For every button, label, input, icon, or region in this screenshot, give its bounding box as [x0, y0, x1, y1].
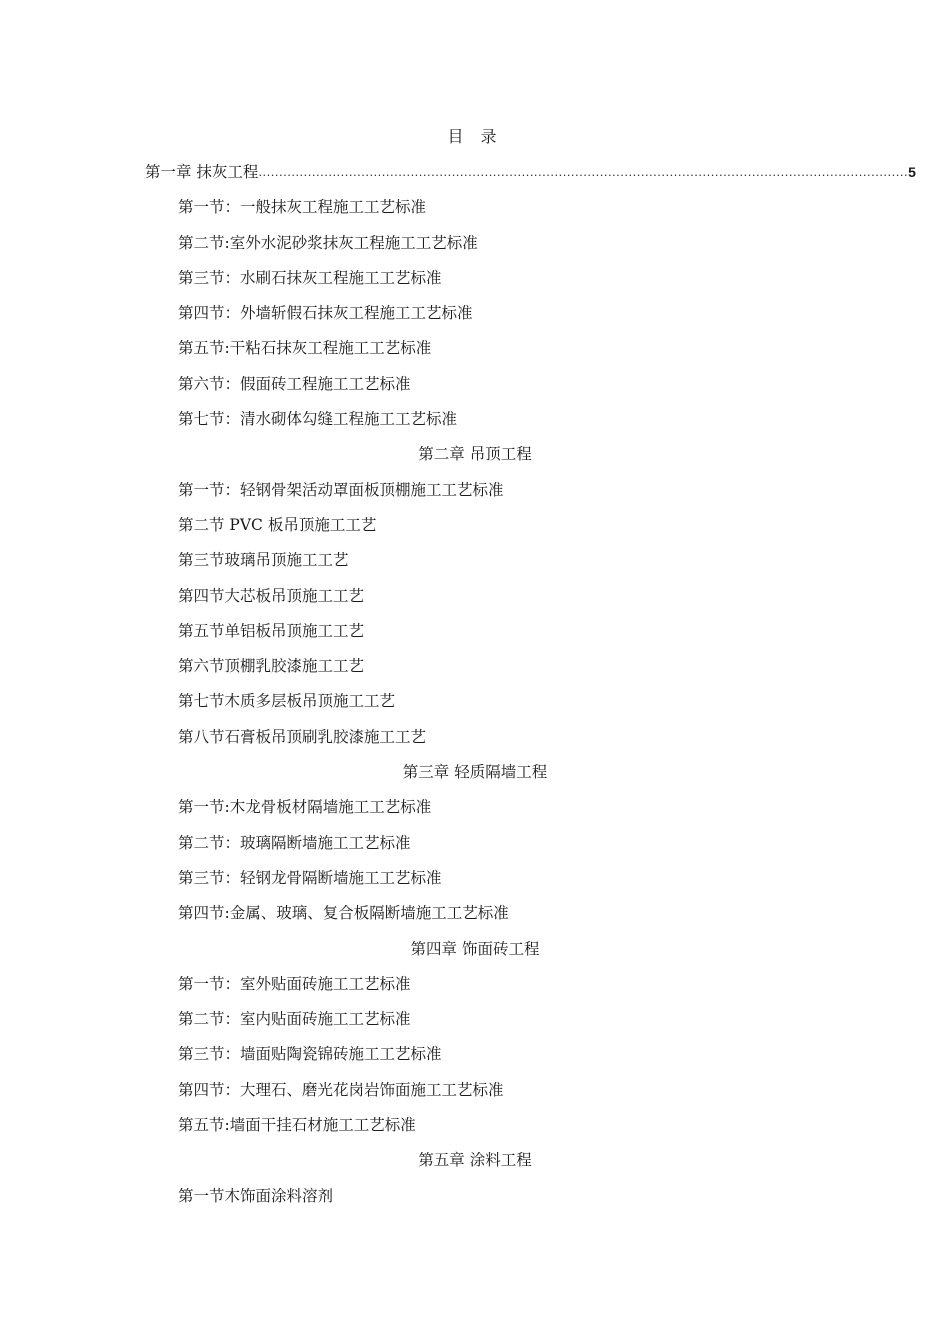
toc-entry-section[interactable]: 第七节木质多层板吊顶施工工艺	[178, 692, 396, 711]
toc-entry-section[interactable]: 第二节:室外水泥砂浆抹灰工程施工工艺标准	[178, 233, 478, 252]
toc-entry-section[interactable]: 第一节：一般抹灰工程施工工艺标准	[178, 198, 427, 217]
toc-entry-section[interactable]: 第六节顶棚乳胶漆施工工艺	[178, 657, 365, 676]
toc-entry-section[interactable]: 第一节：轻钢骨架活动罩面板顶棚施工工艺标准	[178, 480, 504, 499]
toc-entry-section[interactable]: 第一节木饰面涂料溶剂	[178, 1186, 334, 1205]
toc-entry-section[interactable]: 第三节玻璃吊顶施工工艺	[178, 551, 349, 570]
toc-entry-section[interactable]: 第二节：玻璃隔断墙施工工艺标准	[178, 833, 411, 852]
toc-list	[0, 160, 950, 1219]
toc-entry-section[interactable]: 第一节：室外贴面砖施工工艺标准	[178, 974, 411, 993]
chapter-label: 第一章 抹灰工程	[145, 163, 259, 181]
toc-entry-section[interactable]: 第三节：墙面贴陶瓷锦砖施工工艺标准	[178, 1045, 442, 1064]
toc-entry-chapter-1[interactable]	[0, 160, 916, 195]
toc-entry-chapter[interactable]: 第二章 吊顶工程	[418, 445, 532, 464]
toc-entry-chapter[interactable]: 第三章 轻质隔墙工程	[402, 763, 548, 782]
toc-entry-section[interactable]: 第八节石膏板吊顶刷乳胶漆施工工艺	[178, 727, 427, 746]
toc-entry-section[interactable]: 第二节：室内贴面砖施工工艺标准	[178, 1010, 411, 1029]
toc-entry-chapter[interactable]: 第五章 涂料工程	[418, 1151, 532, 1170]
toc-entry-section[interactable]: 第七节：清水砌体勾缝工程施工工艺标准	[178, 410, 458, 429]
toc-entry-section[interactable]: 第五节:干粘石抹灰工程施工工艺标准	[178, 339, 432, 358]
dot-leader: ..............................................................................................................................................................	[258, 164, 909, 179]
toc-entry-section[interactable]: 第四节：大理石、磨光花岗岩饰面施工工艺标准	[178, 1080, 504, 1099]
toc-entry-section[interactable]: 第二节 PVC 板吊顶施工工艺	[178, 515, 377, 534]
toc-entry-section[interactable]: 第一节:木龙骨板材隔墙施工工艺标准	[178, 798, 432, 817]
toc-title: 目 录	[447, 127, 503, 146]
toc-entry-section[interactable]: 第六节：假面砖工程施工工艺标准	[178, 374, 411, 393]
page-number: 5	[908, 164, 916, 180]
toc-entry-section[interactable]: 第四节:金属、玻璃、复合板隔断墙施工工艺标准	[178, 904, 509, 923]
toc-entry-section[interactable]: 第三节：轻钢龙骨隔断墙施工工艺标准	[178, 868, 442, 887]
toc-entry-section[interactable]: 第四节大芯板吊顶施工工艺	[178, 586, 365, 605]
toc-entry-section[interactable]: 第四节：外墙斩假石抹灰工程施工工艺标准	[178, 304, 473, 323]
toc-entry-section[interactable]: 第三节：水刷石抹灰工程施工工艺标准	[178, 268, 442, 287]
toc-entry-section[interactable]: 第五节:墙面干挂石材施工工艺标准	[178, 1116, 416, 1135]
toc-entry-chapter[interactable]: 第四章 饰面砖工程	[410, 939, 540, 958]
toc-entry-section[interactable]: 第五节单铝板吊顶施工工艺	[178, 621, 365, 640]
